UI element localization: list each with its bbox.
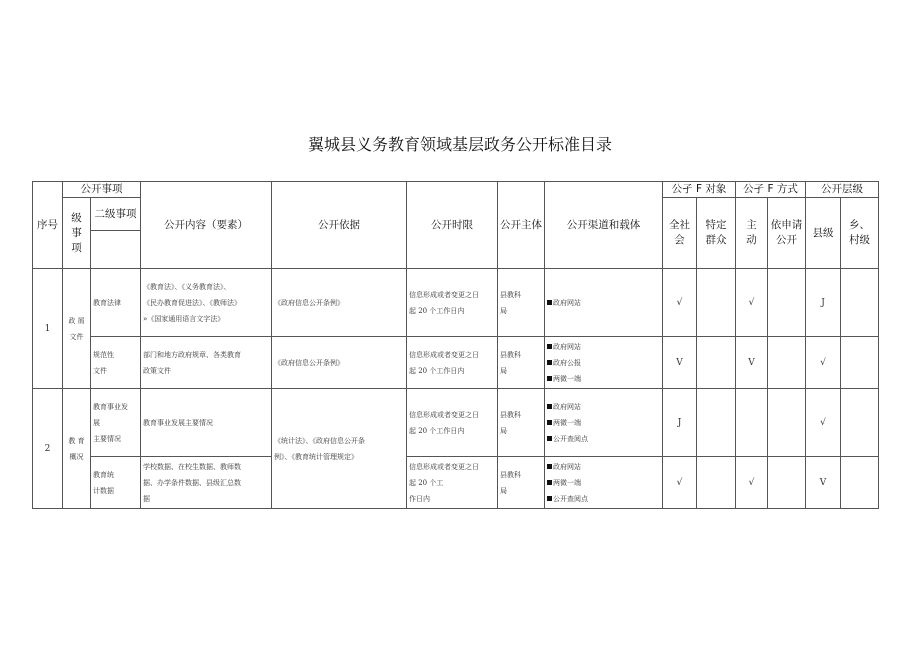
mark-township xyxy=(841,337,879,389)
row-level1: 政 屑 文件 xyxy=(63,269,91,389)
header-county: 县级 xyxy=(806,198,841,269)
row-level2: 教育事业发 展 主要情况 xyxy=(91,389,141,457)
checkbox-filled-icon xyxy=(547,480,552,485)
row-subject: 县教科 局 xyxy=(498,457,545,509)
row-level2: 教育法律 xyxy=(91,269,141,337)
row-time-limit: 信息形成或者变更之日 起 20 个工作日内 xyxy=(407,337,498,389)
mark-active: √ xyxy=(736,457,768,509)
table-row xyxy=(33,337,879,389)
mark-whole-society: V xyxy=(663,337,697,389)
row-content: 学校数据、在校生数据、教师数 据、办学条件数据、县级汇总数 据 xyxy=(141,457,272,509)
header-time-limit: 公开时限 xyxy=(407,182,498,269)
table-row xyxy=(33,389,879,457)
checkbox-filled-icon xyxy=(547,376,552,381)
header-whole-society: 全社 会 xyxy=(663,198,697,269)
header-level-group: 公开层级 xyxy=(806,182,879,198)
row-seq: 1 xyxy=(33,269,63,389)
row-time-limit: 信息形成或者变更之日 起 20 个工作日内 xyxy=(407,389,498,457)
row-time-limit: 信息形成或者变更之日 起 20 个工作日内 xyxy=(407,269,498,337)
header-target-group: 公孑 F 对象 xyxy=(663,182,736,198)
checkbox-filled-icon xyxy=(547,420,552,425)
mark-township xyxy=(841,457,879,509)
header-basis: 公开依据 xyxy=(272,182,407,269)
row-channel: 政府网站 xyxy=(545,269,663,337)
mark-on-request xyxy=(768,389,806,457)
row-subject: 县教科 局 xyxy=(498,269,545,337)
mark-whole-society: √ xyxy=(663,457,697,509)
mark-specific xyxy=(697,389,736,457)
mark-county: V xyxy=(806,457,841,509)
header-level1: 级 事 项 xyxy=(63,198,91,269)
row-level2: 规范性 文件 xyxy=(91,337,141,389)
table-row xyxy=(33,457,879,509)
row-channel: 政府网站 两微一端 公开查阅点 xyxy=(545,389,663,457)
row-channel: 政府网站 两微一端 公开查阅点 xyxy=(545,457,663,509)
row-content: 教育事业发展主要情况 xyxy=(141,389,272,457)
header-on-request: 依申请 公开 xyxy=(768,198,806,269)
row-seq: 2 xyxy=(33,389,63,509)
checkbox-filled-icon xyxy=(547,464,552,469)
row-level2: 教育统 计数据 xyxy=(91,457,141,509)
mark-active: √ xyxy=(736,269,768,337)
mark-township xyxy=(841,389,879,457)
header-channel: 公开渠道和载体 xyxy=(545,182,663,269)
header-content: 公开内容（要素） xyxy=(141,182,272,269)
mark-active xyxy=(736,389,768,457)
row-basis: 《政府信息公开条例》 xyxy=(272,269,407,337)
mark-active: V xyxy=(736,337,768,389)
row-subject: 县教科 局 xyxy=(498,389,545,457)
header-active: 主 动 xyxy=(736,198,768,269)
checkbox-filled-icon xyxy=(547,360,552,365)
row-content: 《教育法》、《义务教育法》、 《民办教育促进法》、《教师法》 »《国家通用语言文字法》 xyxy=(141,269,272,337)
mark-whole-society: J xyxy=(663,389,697,457)
row-level1: 教 育 概况 xyxy=(63,389,91,509)
mark-county: J xyxy=(806,269,841,337)
checkbox-filled-icon xyxy=(547,300,552,305)
header-township: 乡、 村级 xyxy=(841,198,879,269)
row-content: 部门和地方政府规章、各类教育 政策文件 xyxy=(141,337,272,389)
mark-township xyxy=(841,269,879,337)
header-level2: 二级事项 xyxy=(91,198,141,231)
header-seq: 序号 xyxy=(33,182,63,269)
table-row xyxy=(33,269,879,337)
header-subject: 公开主体 xyxy=(498,182,545,269)
mark-on-request xyxy=(768,457,806,509)
row-time-limit: 信息形成或者变更之日 起 20 个工 作日内 xyxy=(407,457,498,509)
row-subject: 县教科 局 xyxy=(498,337,545,389)
mark-on-request xyxy=(768,337,806,389)
mark-county: √ xyxy=(806,337,841,389)
mark-on-request xyxy=(768,269,806,337)
checkbox-filled-icon xyxy=(547,404,552,409)
checkbox-filled-icon xyxy=(547,496,552,501)
row-channel: 政府网站 政府公报 两微一端 xyxy=(545,337,663,389)
mark-county: √ xyxy=(806,389,841,457)
header-public-items: 公开事项 xyxy=(63,182,141,198)
mark-whole-society: √ xyxy=(663,269,697,337)
header-method-group: 公孑 F 方式 xyxy=(736,182,806,198)
disclosure-catalog-table xyxy=(32,181,879,509)
page-title: 翼城县义务教育领域基层政务公开标准目录 xyxy=(307,135,612,154)
mark-specific xyxy=(697,457,736,509)
mark-specific xyxy=(697,337,736,389)
checkbox-filled-icon xyxy=(547,344,552,349)
mark-specific xyxy=(697,269,736,337)
checkbox-filled-icon xyxy=(547,436,552,441)
row-basis: 《政府信息公开条例》 xyxy=(272,337,407,389)
header-specific: 特定 群众 xyxy=(697,198,736,269)
row-basis: 《统计法》、《政府信息公开条 例》、《教育统计管理规定》 xyxy=(272,389,407,509)
